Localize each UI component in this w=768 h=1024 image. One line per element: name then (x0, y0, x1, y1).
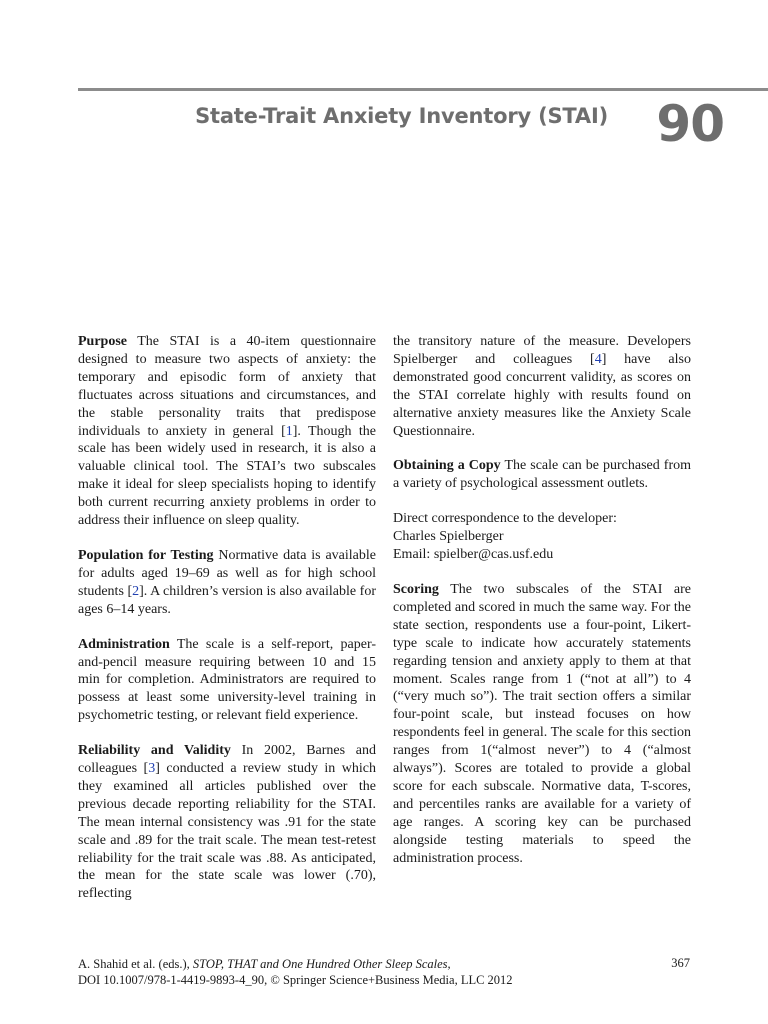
citation-link-4[interactable]: 4 (594, 351, 602, 367)
continuation-text-2: ] have also demonstrated good concurrent validity, as scores on the STAI correlate highly with results found on alternative anxiety measures like the Anxiety Scale Questionnaire. (393, 351, 691, 439)
purpose-paragraph (78, 333, 376, 530)
footer-book-title: STOP, THAT and One Hundred Other Sleep Scales, (192, 957, 451, 971)
citation-link-3[interactable]: 3 (148, 761, 156, 777)
obtaining-paragraph (393, 457, 691, 493)
administration-heading: Administration (78, 636, 170, 652)
population-heading: Population for Testing (78, 547, 214, 563)
obtaining-heading: Obtaining a Copy (393, 458, 501, 474)
footer-citation-line (78, 956, 690, 972)
left-column (78, 333, 376, 920)
reliability-heading: Reliability and Validity (78, 743, 231, 759)
continuation-paragraph (393, 333, 691, 440)
administration-paragraph (78, 636, 376, 726)
footer-prefix: A. Shahid et al. (eds.), (78, 957, 193, 971)
citation-link-1[interactable]: 1 (285, 423, 293, 439)
chapter-number: 90 (656, 95, 724, 153)
continuation-text-1: the transitory nature of the measure. Developers Spielberger and colleagues [ (393, 334, 691, 367)
population-text-2: ]. A children’s version is also available for ages 6–14 years. (78, 583, 376, 617)
contact-email: Email: spielber@cas.usf.edu (393, 547, 554, 563)
chapter-title: State-Trait Anxiety Inventory (STAI) (195, 104, 608, 128)
reliability-text-2: ] conducted a review study in which they examined all articles published over the previous decade reporting reliability for the STAI. The mean internal consistency was .91 for the state scale and .89 for the trait scale. The mean test-retest reliability for the trait scale was .88. As anticipated, the mean for the state scale was lower (.70), reflecting (78, 761, 376, 902)
obtaining-text: The scale can be purchased from a variety of psychological assessment outlets. (393, 458, 691, 492)
top-rule (78, 88, 768, 91)
population-paragraph (78, 547, 376, 619)
scoring-paragraph (393, 581, 691, 868)
purpose-text-1: The STAI is a 40-item questionnaire designed to measure two aspects of anxiety: the temporary and episodic form of anxiety that fluctuates across situations and circumstances, and the stable personality traits that predispose individuals to anxiety in general [ (78, 334, 376, 439)
scoring-text: The two subscales of the STAI are completed and scored in much the same way. For the state section, respondents use a four-point, Likert-type scale to indicate how accurately statements regarding tension and anxiety apply to them at that moment. Scales range from 1 (“not at all”) to 4 (“very much so”). The trait section offers a similar four-point scale, but instead focuses on how respondents feel in general. The scale for this section ranges from 1(“almost never”) to 4 (“almost always”). Scores are totaled to provide a global score for each subscale. Normative data, T-scores, and percentiles ranks are available for a variety of age ranges. A scoring key can be purchased alongside testing materials to speed the administration process. (393, 581, 691, 866)
reliability-text-1: In 2002, Barnes and colleagues [ (78, 743, 376, 777)
purpose-text-2: ]. Though the scale has been widely used in research, it is also a valuable clinical tool. The STAI’s two subscales make it ideal for sleep specialists hoping to identify both current recurring anxiety problems in order to address their influence on sleep quality. (78, 423, 376, 529)
footer (78, 956, 690, 988)
scoring-heading: Scoring (393, 581, 439, 597)
page-number: 367 (671, 956, 690, 970)
purpose-heading: Purpose (78, 334, 127, 349)
contact-line-1: Direct correspondence to the developer: (393, 511, 617, 527)
right-column (393, 333, 691, 884)
population-text-1: Normative data is available for adults aged 19–69 as well as for high school students [ (78, 547, 376, 599)
contact-name: Charles Spielberger (393, 529, 504, 545)
citation-link-2[interactable]: 2 (132, 583, 140, 599)
administration-text: The scale is a self-report, paper-and-pencil measure requiring between 10 and 15 min for completion. Administrators are required to possess at least some university-level training in psychometric testing, or relevant field experience. (78, 636, 376, 724)
reliability-paragraph (78, 742, 376, 903)
footer-doi-line: DOI 10.1007/978-1-4419-9893-4_90, © Springer Science+Business Media, LLC 2012 (78, 973, 513, 987)
